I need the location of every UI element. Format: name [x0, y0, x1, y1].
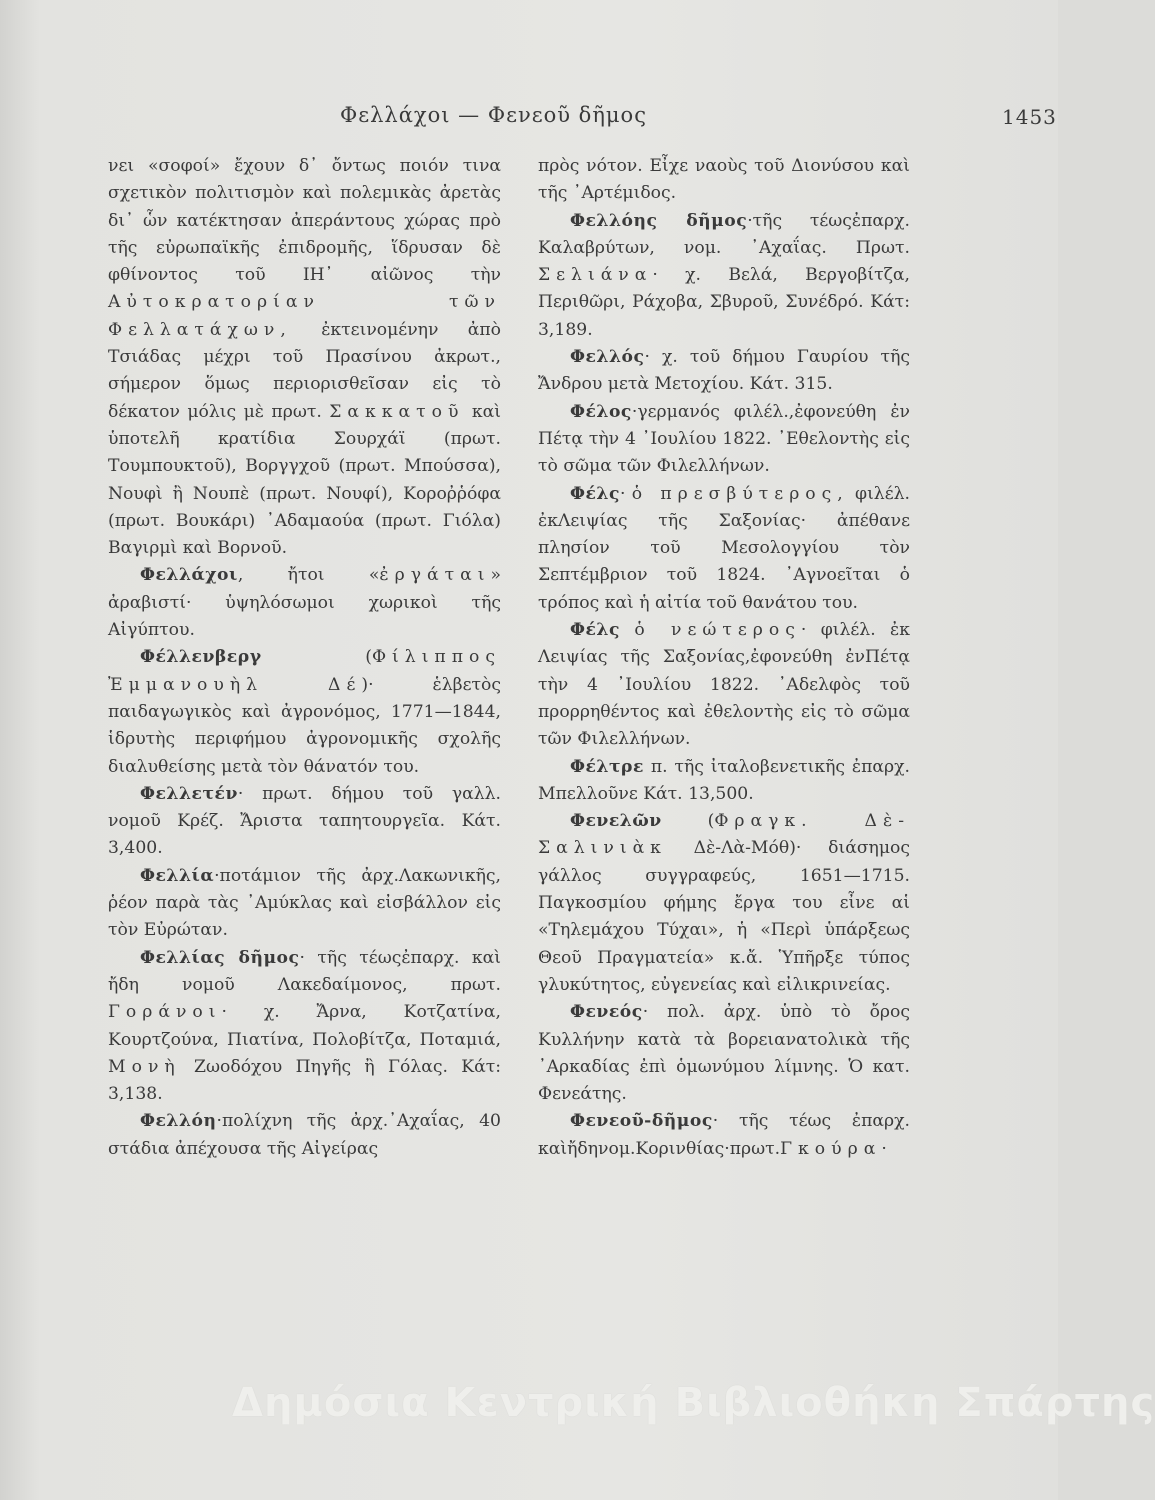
entry-headword: Φελλόη: [140, 1111, 217, 1132]
dictionary-entry: [538, 399, 910, 481]
entry-text: ·πολίχνη τῆς ἀρχ.᾽Αχαΐας, 40 στάδια ἀπέχουσα τῆς Αἰγείρας: [108, 1111, 501, 1159]
entry-text: ὁ νεώτερος: [634, 620, 801, 641]
dictionary-entry: [538, 754, 910, 809]
entry-headword: Φέλλενβεργ: [140, 647, 262, 668]
entry-headword: Φέλς: [570, 483, 620, 504]
entry-text: · χ. τοῦ δήμου Γαυρίου τῆς Ἄνδρου μετὰ Μετοχίου. Κάτ. 315.: [538, 347, 910, 395]
entry-text: ·: [881, 1138, 887, 1159]
dictionary-entry: [108, 562, 501, 644]
entry-text: καὶ ὑποτελῆ κρατίδια Σουρχάϊ (πρωτ. Τουμπουκτοῦ), Βοργγχοῦ (πρωτ. Μπούσσα), Νουφὶ ἢ Νουπὲ (πρωτ. Νουφί), Κοροῤῥόφα (πρωτ. Βουκάρι) ᾽Αδαμαούα (πρωτ. Γιόλα) Βαγιρμὶ καὶ Βορνοῦ.: [108, 401, 501, 559]
dictionary-entry: [108, 644, 501, 780]
entry-text: Μονὴ: [108, 1056, 181, 1077]
entry-text: ·: [619, 483, 632, 504]
dictionary-entry: [108, 781, 501, 863]
entry-text: Φραγκ. Δὲ-Σαλινιὰκ: [538, 811, 910, 859]
dictionary-entry: [108, 1108, 501, 1163]
entry-headword: Φέλς: [570, 620, 620, 641]
entry-text: , ἤτοι «: [237, 565, 380, 586]
entry-text: Δὲ-Λὰ-Μόθ)· διάσημος γάλλος συγγραφεύς, 1651—1715. Παγκοσμίου φήμης ἔργα του εἶνε αἱ «Τηλεμάχου Τύχαι», ἡ «Περὶ ὑπάρξεως Θεοῦ Πραγματεία» κ.ἄ. Ὑπῆρξε τύπος γλυκύτητος, εὐγενείας καὶ εἰλικρινείας.: [538, 838, 910, 995]
entry-text: πρὸς νότον. Εἶχε ναοὺς τοῦ Διονύσου καὶ τῆς ᾽Αρτέμιδος.: [538, 156, 910, 204]
entry-headword: Φελλός: [570, 347, 645, 368]
dictionary-entry: [538, 999, 910, 1108]
entry-text: · χ. Ἄρνα, Κοτζατίνα, Κουρτζούνα, Πιατίνα, Πολοβίτζα, Ποταμιά,: [108, 1002, 501, 1050]
library-watermark: Δημόσια Κεντρική Βιβλιοθήκη Σπάρτης: [232, 1380, 1155, 1426]
entry-text: Σελιάνα: [538, 265, 653, 286]
entry-text: φιλέλ. ἐκΛειψίας τῆς Σαξονίας· ἀπέθανε πλησίον τοῦ Μεσολογγίου τὸν Σεπτέμβριον τοῦ 1824. ᾽Αγνοεῖται ὁ τρόπος καὶ ἡ αἰτία τοῦ θανάτου του.: [538, 483, 910, 613]
dictionary-entry: [108, 945, 501, 1109]
entry-text: π. τῆς ἰταλοβενετικῆς ἐπαρχ. Μπελλοῦνε Κάτ. 13,500.: [538, 756, 910, 804]
entry-headword: Φελλάχοι: [140, 565, 238, 586]
dictionary-entry: [538, 208, 910, 344]
entry-headword: Φελλόης δῆμος: [570, 210, 748, 231]
left-column: [108, 153, 501, 1163]
entry-headword: Φενεοῦ-δῆμος: [570, 1111, 713, 1132]
entry-text: · τῆς τέωςἐπαρχ. καὶ ἤδη νομοῦ Λακεδαίμονος, πρωτ.: [108, 947, 501, 995]
entry-text: · χ. Βελά, Βεργοβίτζα, Περιθῶρι, Ράχοβα, Σβυροῦ, Συνέδρό. Κάτ: 3,189.: [538, 265, 910, 340]
dictionary-entry: [538, 808, 910, 999]
entry-text: Γοράνοι: [108, 1002, 222, 1023]
dictionary-entry: [538, 1108, 910, 1163]
entry-text: ὁ πρεσβύτερος,: [631, 483, 849, 504]
entry-text: · τῆς τέως ἐπαρχ. καὶἤδηνομ.Κορινθίας·πρωτ.: [538, 1111, 910, 1159]
dictionary-entry: [538, 344, 910, 399]
entry-text: Σακκατοῦ: [329, 401, 465, 422]
entry-text: (: [661, 811, 715, 832]
entry-text: Ζωοδόχου Πηγῆς ἢ Γόλας. Κάτ: 3,138.: [108, 1056, 501, 1105]
entry-headword: Φελλία: [140, 865, 215, 886]
entry-text: ·ποτάμιον τῆς ἀρχ.Λακωνικῆς, ῥέον παρὰ τὰς ᾽Αμύκλας καὶ εἰσβάλλον εἰς τὸν Εὐρώταν.: [108, 865, 501, 941]
entry-text: )· ἑλβετὸς παιδαγωγικὸς καὶ ἀγρονόμος, 1771—1844, ἱδρυτὴς περιφήμου ἀγρονομικῆς σχολῆς διαλυθείσης μετὰ τὸν θάνατόν του.: [108, 674, 501, 777]
entry-text: ·γερμανός φιλέλ.,ἐφονεύθη ἐν Πέτᾳ τὴν 4 ᾽Ιουλίου 1822. ᾽Εθελοντὴς εἰς τὸ σῶμα τῶν Φιλελλήνων.: [538, 401, 910, 477]
entry-headword: Φέλος: [570, 401, 632, 422]
entry-headword: Φελλίας δῆμος: [140, 947, 300, 968]
entry-headword: Φέλτρε: [570, 756, 644, 777]
header-title: Φελλάχοι — Φενεοῦ δῆμος: [340, 103, 647, 127]
entry-text: νει «σοφοί» ἔχουν δ᾽ ὄντως ποιόν τινα σχετικὸν πολιτισμὸν καὶ πολεμικὰς ἀρετὰς δι᾽ ὧν κατέκτησαν ἀπεράντους χώρας πρὸ τῆς εὐρωπαϊκῆς ἐπιδρομῆς, ἵδρυσαν δὲ φθίνοντος τοῦ ΙΗ᾽ αἰῶνος τὴν: [108, 156, 501, 286]
entry-text: » ἀραβιστί· ὑψηλόσωμοι χωρικοὶ τῆς Αἰγύπτου.: [108, 565, 501, 641]
entry-text: · πολ. ἀρχ. ὑπὸ τὸ ὄρος Κυλλήνην κατὰ τὰ βορειανατολικὰ τῆς ᾽Αρκαδίας ἐπὶ ὁμωνύμου λίμνης. Ὁ κατ. Φενεάτης.: [538, 1002, 910, 1105]
dictionary-entry: [538, 617, 910, 753]
dictionary-entry: [538, 481, 910, 617]
entry-text: Γκούρα: [780, 1138, 882, 1159]
running-header: [0, 103, 1058, 143]
entry-text: ἐργάται: [379, 565, 491, 586]
entry-continuation: [538, 153, 910, 208]
entry-text: Αὐτοκρατορίαν τῶν Φελλατάχων,: [108, 292, 501, 340]
entry-text: (: [261, 647, 372, 668]
entry-text: [620, 620, 634, 640]
entry-continuation: [108, 153, 501, 562]
entry-text: · πρωτ. δήμου τοῦ γαλλ. νομοῦ Κρέζ. Ἄριστα ταπητουργεῖα. Κάτ. 3,400.: [108, 783, 501, 859]
entry-text: Φίλιππος Ἐμμανουὴλ Δέ: [108, 647, 501, 695]
entry-headword: Φελλετέν: [140, 783, 238, 804]
entry-text: ·τῆς τέωςἐπαρχ. Καλαβρύτων, νομ. ᾽Αχαΐας. Πρωτ.: [538, 210, 910, 258]
entry-text: ἐκτεινομένην ἀπὸ Τσιάδας μέχρι τοῦ Πρασίνου ἀκρωτ., σήμερον ὅμως περιορισθεῖσαν εἰς τὸ δέκατον μόλις μὲ πρωτ.: [108, 319, 501, 422]
entry-headword: Φενελῶν: [570, 811, 662, 832]
page-number: 1453: [1002, 105, 1057, 129]
right-column: [538, 153, 910, 1163]
entry-headword: Φενεός: [570, 1002, 643, 1023]
entry-text: · φιλέλ. ἐκ Λειψίας τῆς Σαξονίας,ἐφονεύθη ἐνΠέτᾳ τὴν 4 ᾽Ιουλίου 1822. ᾽Αδελφὸς τοῦ προρρηθέντος καὶ ἐθελοντὴς εἰς τὸ σῶμα τῶν Φιλελλήνων.: [538, 620, 910, 750]
dictionary-entry: [108, 863, 501, 945]
